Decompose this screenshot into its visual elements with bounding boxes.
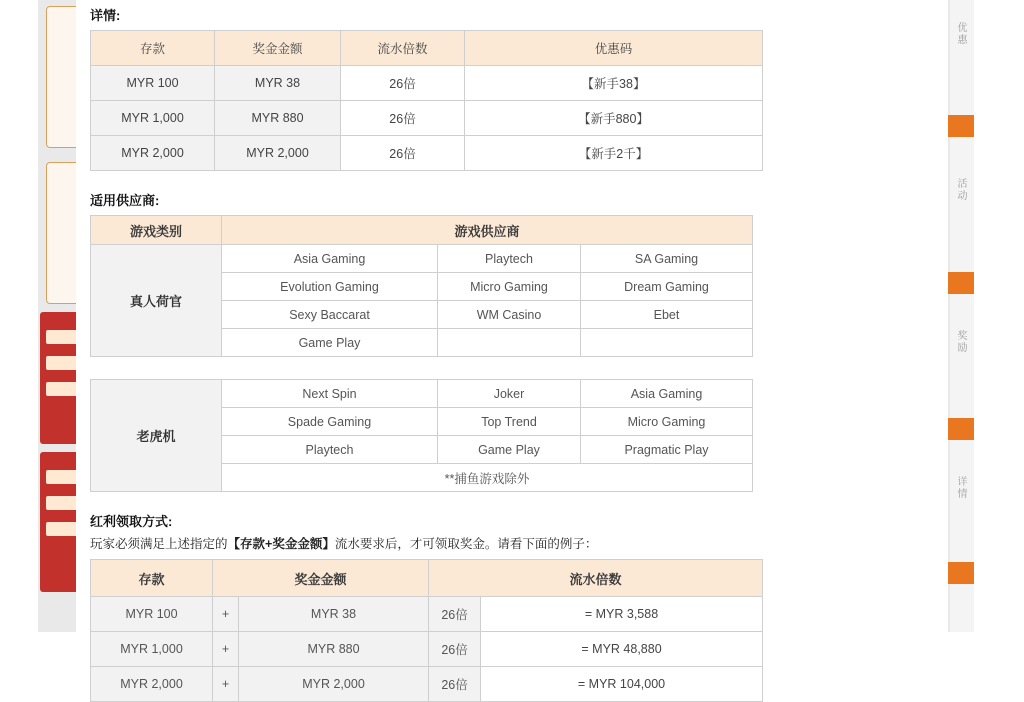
provider-cell: Playtech: [438, 245, 581, 273]
provider-cell: Micro Gaming: [581, 408, 753, 436]
provider-cell: Game Play: [222, 329, 438, 357]
left-rail: [0, 0, 38, 646]
card-stripe: [46, 330, 80, 344]
provider-cell: Evolution Gaming: [222, 273, 438, 301]
background-label-4: 详情: [955, 476, 966, 500]
background-label-1: 优惠: [955, 22, 966, 46]
provider-cell-empty: [438, 329, 581, 357]
cell-multiplier: 26倍: [429, 597, 481, 632]
background-label-3: 奖励: [955, 330, 966, 354]
provider-row: [91, 245, 753, 273]
right-rail: [974, 0, 1024, 646]
card-stripe: [46, 382, 80, 396]
live-casino-provider-table: [90, 215, 753, 357]
provider-cell: Game Play: [438, 436, 581, 464]
reward-note-bold: 【存款+奖金金额】: [227, 537, 335, 551]
cell-plus: +: [213, 667, 239, 702]
provider-cell: Asia Gaming: [581, 380, 753, 408]
provider-cell: Playtech: [222, 436, 438, 464]
cell-bonus: MYR 880: [239, 632, 429, 667]
card-stripe: [46, 522, 80, 536]
cell-deposit: MYR 1,000: [91, 632, 213, 667]
details-heading: 详情:: [90, 8, 121, 23]
provider-cell: Asia Gaming: [222, 245, 438, 273]
slots-provider-table: [90, 379, 753, 492]
reward-example-table: [90, 559, 763, 702]
content-area: [76, 0, 948, 702]
category-slots: 老虎机: [91, 380, 222, 492]
background-label-2: 活动: [955, 178, 966, 202]
cell-bonus: MYR 880: [215, 101, 341, 136]
table-row: [91, 632, 763, 667]
col-turnover: 流水倍数: [341, 31, 465, 66]
cell-result: = MYR 104,000: [481, 667, 763, 702]
provider-cell: Next Spin: [222, 380, 438, 408]
cell-promo-code: 【新手880】: [465, 101, 763, 136]
details-table: [90, 30, 763, 171]
cell-result: = MYR 48,880: [481, 632, 763, 667]
col-bonus: 奖金金额: [215, 31, 341, 66]
col-deposit: 存款: [91, 560, 213, 597]
provider-cell-empty: [581, 329, 753, 357]
reward-note: [90, 536, 934, 553]
cell-deposit: MYR 2,000: [91, 136, 215, 171]
cell-turnover: 26倍: [341, 136, 465, 171]
provider-cell: SA Gaming: [581, 245, 753, 273]
provider-cell: Sexy Baccarat: [222, 301, 438, 329]
provider-row: [91, 380, 753, 408]
cell-promo-code: 【新手2千】: [465, 136, 763, 171]
col-game-category: 游戏类别: [91, 216, 222, 245]
cell-multiplier: 26倍: [429, 667, 481, 702]
col-game-provider: 游戏供应商: [222, 216, 753, 245]
table-row: [91, 667, 763, 702]
slots-footnote: **捕鱼游戏除外: [222, 464, 753, 492]
cell-multiplier: 26倍: [429, 632, 481, 667]
col-deposit: 存款: [91, 31, 215, 66]
table-row: [91, 136, 763, 171]
cell-result: = MYR 3,588: [481, 597, 763, 632]
reward-note-suffix: 流水要求后，才可领取奖金。请看下面的例子：: [334, 537, 598, 551]
cell-bonus: MYR 38: [239, 597, 429, 632]
table-row: [91, 66, 763, 101]
provider-cell: Pragmatic Play: [581, 436, 753, 464]
table-row: [91, 597, 763, 632]
col-bonus: 奖金金额: [213, 560, 429, 597]
table-spacer: [90, 357, 934, 379]
cell-promo-code: 【新手38】: [465, 66, 763, 101]
promotion-detail-sheet: [76, 0, 948, 702]
cell-plus: +: [213, 632, 239, 667]
provider-cell: Micro Gaming: [438, 273, 581, 301]
cell-deposit: MYR 2,000: [91, 667, 213, 702]
provider-cell: WM Casino: [438, 301, 581, 329]
col-promo-code: 优惠码: [465, 31, 763, 66]
table-row: [91, 101, 763, 136]
provider-header-row: [91, 216, 753, 245]
provider-cell: Dream Gaming: [581, 273, 753, 301]
cell-turnover: 26倍: [341, 101, 465, 136]
right-inner-strip: [950, 0, 974, 646]
category-live-casino: 真人荷官: [91, 245, 222, 357]
col-turnover: 流水倍数: [429, 560, 763, 597]
provider-cell: Joker: [438, 380, 581, 408]
table-header-row: [91, 31, 763, 66]
cell-deposit: MYR 1,000: [91, 101, 215, 136]
provider-cell: Top Trend: [438, 408, 581, 436]
cell-bonus: MYR 38: [215, 66, 341, 101]
cell-plus: +: [213, 597, 239, 632]
reward-note-prefix: 玩家必须满足上述指定的: [90, 537, 228, 551]
cell-deposit: MYR 100: [91, 66, 215, 101]
cell-bonus: MYR 2,000: [239, 667, 429, 702]
card-stripe: [46, 356, 80, 370]
table-header-row: [91, 560, 763, 597]
card-stripe: [46, 496, 80, 510]
cell-bonus: MYR 2,000: [215, 136, 341, 171]
provider-cell: Spade Gaming: [222, 408, 438, 436]
providers-heading: 适用供应商:: [90, 193, 160, 208]
provider-cell: Ebet: [581, 301, 753, 329]
reward-heading: 红利领取方式:: [90, 514, 173, 529]
cell-turnover: 26倍: [341, 66, 465, 101]
cell-deposit: MYR 100: [91, 597, 213, 632]
card-stripe: [46, 470, 80, 484]
